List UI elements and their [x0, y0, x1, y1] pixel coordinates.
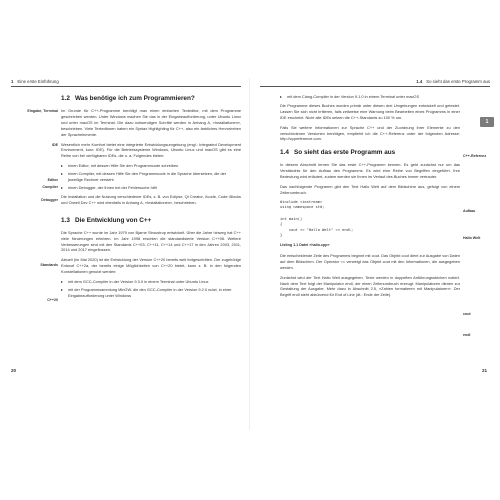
section-number: 1.4 [416, 79, 423, 84]
paragraph: Im Grunde für C++-Programme benötigt man einen einfachen Texteditor, mit dem Programme geschrieben werden. Unter Windows machen Sie das in der Eingabeaufforderung, unter Ubuntu Linux und unter macOS im Terminal. Die dazu notwendigen Schritte werden in Anhang A, »Installationen«, beschrieben. Viele Texteditoren haben ein Syntax Highlighting für C++, also ein farbliches Hervorheben der Sprachelemente. [61, 108, 241, 137]
section-title: So sieht das erste Programm aus [426, 79, 490, 84]
chapter-title: Eine erste Einführung [17, 79, 59, 84]
code-line: } [280, 233, 283, 238]
margin-note-ide: IDE [52, 143, 58, 147]
right-running-head [260, 78, 490, 87]
book-gutter [249, 78, 250, 430]
list-item: ▸ mit der Programmsammlung MinGW, die den GCC-Compiler in der Version 9.2.0 nutzt, in einer Eingabeaufforderung unter Windows [61, 287, 241, 299]
section-heading-1-3: 1.3 Die Entwicklung von C++ [61, 216, 152, 224]
page-number-left: 20 [11, 368, 17, 373]
list-item: ▸ einen Debugger, der Ihnen bei der Fehlersuche hilft [61, 185, 241, 191]
margin-note-aufbau: Aufbau [463, 209, 476, 213]
code-line: { [280, 222, 283, 227]
margin-note-editor: Editor [47, 178, 58, 182]
chapter-number: 1 [11, 79, 14, 84]
code-line: int main() [280, 216, 303, 221]
paragraph: Die Programme dieses Buches wurden primär unter diesen drei Umgebungen entwickelt und getestet. Lassen Sie sich nicht irritieren, falls zeitweise eine Warnung beim Bearbeiten eines Programms in einer IDE erscheint. Nicht alle IDEs setzen die C++-Standards zu 100 % um. [280, 102, 460, 120]
right-body [280, 94, 460, 302]
margin-note-cpp-reference: C++-Referenz [463, 154, 487, 158]
list-item: ▸ mit dem GCC-Compiler in der Version 9.3.0 in einem Terminal unter Ubuntu Linux [61, 279, 241, 285]
paragraph: In diesem Abschnitt lernen Sie das erste C++-Programm kennen. Es geht zunächst nur um das Verständnis für den Aufbau des Programms. Es wird eine Reihe von Begriffen eingeführt. Ihre Bedeutung wird erläutert, zudem werden sie Ihnen im Verlauf des Buches immer vertrauter. [280, 162, 460, 180]
left-page [11, 78, 241, 430]
margin-note-standards: Standards [40, 263, 58, 267]
margin-note-debugger: Debugger [41, 198, 58, 202]
margin-note-editor-terminal: Eingabe, Terminal [27, 109, 58, 113]
paragraph: Die entscheidende Zeile des Programms beginnt mit cout. Das Objekt cout dient zur Ausgabe von Daten auf dem Bildschirm. Der Operator << verweigt das Objekt cout mit den Informationen, die ausgegeben werden. [280, 252, 460, 270]
left-body [61, 94, 241, 301]
list-item: ▸ einen Editor, mit dessen Hilfe Sie den Programmcode schreiben [61, 163, 241, 169]
list-item: ▸ mit dem Clang-Compiler in der Version 9.1.0 in einem Terminal unter macOS [280, 94, 460, 100]
code-line: #include <iostream> [280, 199, 323, 204]
margin-note-endl: endl [463, 333, 471, 337]
paragraph: Aktuell (im Mai 2020) ist die Entwicklung der Version C++20 bereits weit fortgeschritten. Der zugehörige Entwurf C++2a, der bereits einige Möglichkeiten von C++20 bietet, kann z. B. in den folgenden Konstellationen genutzt werden: [61, 257, 241, 275]
code-line: cout << "Hallo Welt" << endl; [280, 227, 354, 232]
margin-note-cpp20: C++20 [47, 298, 58, 302]
listing-caption: Listing 1.1 Datei »hallo.cpp« [280, 243, 330, 248]
code-line: using namespace std; [280, 205, 325, 210]
chapter-thumb-tab: 1 [480, 117, 494, 127]
paragraph: Die Installation und die Nutzung verschiedener IDEs, z. B. von Eclipse, Qt Creator, Xcode, Code::Blocks und Orwell Dev C++ wird ebenfalls in Anhang A, »Installationen«, beschrieben. [61, 193, 241, 205]
page-number-right: 21 [482, 368, 488, 373]
margin-note-cout: cout [463, 312, 471, 316]
section-heading-1-2: 1.2 Was benötige ich zum Programmieren? [61, 95, 195, 102]
left-running-head [11, 78, 241, 87]
code-listing [280, 200, 460, 239]
paragraph: Die Sprache C++ wurde im Jahr 1979 von Bjarne Stroustrup entwickelt. Über die Jahre hinweg hat C++ viele Neuerungen erfahren. Im Jahr 1998 erschien die standardisierte Version C++98. Weitere Verbesserungen sind mit den Standards C++03, C++11, C++14 und C++17 in den Jahren 2003, 2011, 2014 und 2017 eingeflossen. [61, 229, 241, 253]
paragraph: Falls Sie weitere Informationen zur Sprache C++ und der Zuordnung ihrer Elemente zu den verschiedenen Versionen benötigen, empfiehlt ich die C++-Referenz unter der folgenden Adresse: http://cppreference.com. [280, 124, 460, 142]
paragraph: Das nachfolgende Programm gibt den Text Hallo Welt auf dem Bildschirm aus, gefolgt von einem Zeilenumbruch. [280, 184, 460, 195]
margin-note-compiler: Compiler [42, 185, 58, 189]
paragraph: Zunächst wird der Text Hallo Welt ausgegeben. Texte werden in doppelten Anführungsstrichen notiert. Nach dem Text folgt der Manipulator endl, der einen Zeilenumbruch erzeugt. Manipulatoren dienen zur Gestaltung der Ausgabe. Mehr dazu in Abschnitt 2.5, »Zahlen formatieren mit Manipulatoren«. Der Begriff endl steht abkürzend für End of Line (dt.: Ende der Zeile). [280, 274, 460, 298]
section-heading-1-4: 1.4 So sieht das erste Programm aus [280, 149, 396, 157]
list-item: ▸ einen Compiler, mit dessen Hilfe Sie den Programmcode in die Sprache übersetzen, die der jeweilige Rechner versteht [61, 171, 241, 183]
margin-note-hallo-welt: Hallo Welt [463, 236, 481, 240]
paragraph: Wesentlich mehr Komfort bietet eine integrierte Entwicklungsumgebung (engl.: Integrated Development Environment, kurz: IDE). Für die Betriebssysteme Windows, Ubuntu Linux und macOS gibt es eine Reihe von frei verfügbaren IDEs, die u. a. Folgendes bieten: [61, 141, 241, 159]
right-page [260, 78, 490, 430]
